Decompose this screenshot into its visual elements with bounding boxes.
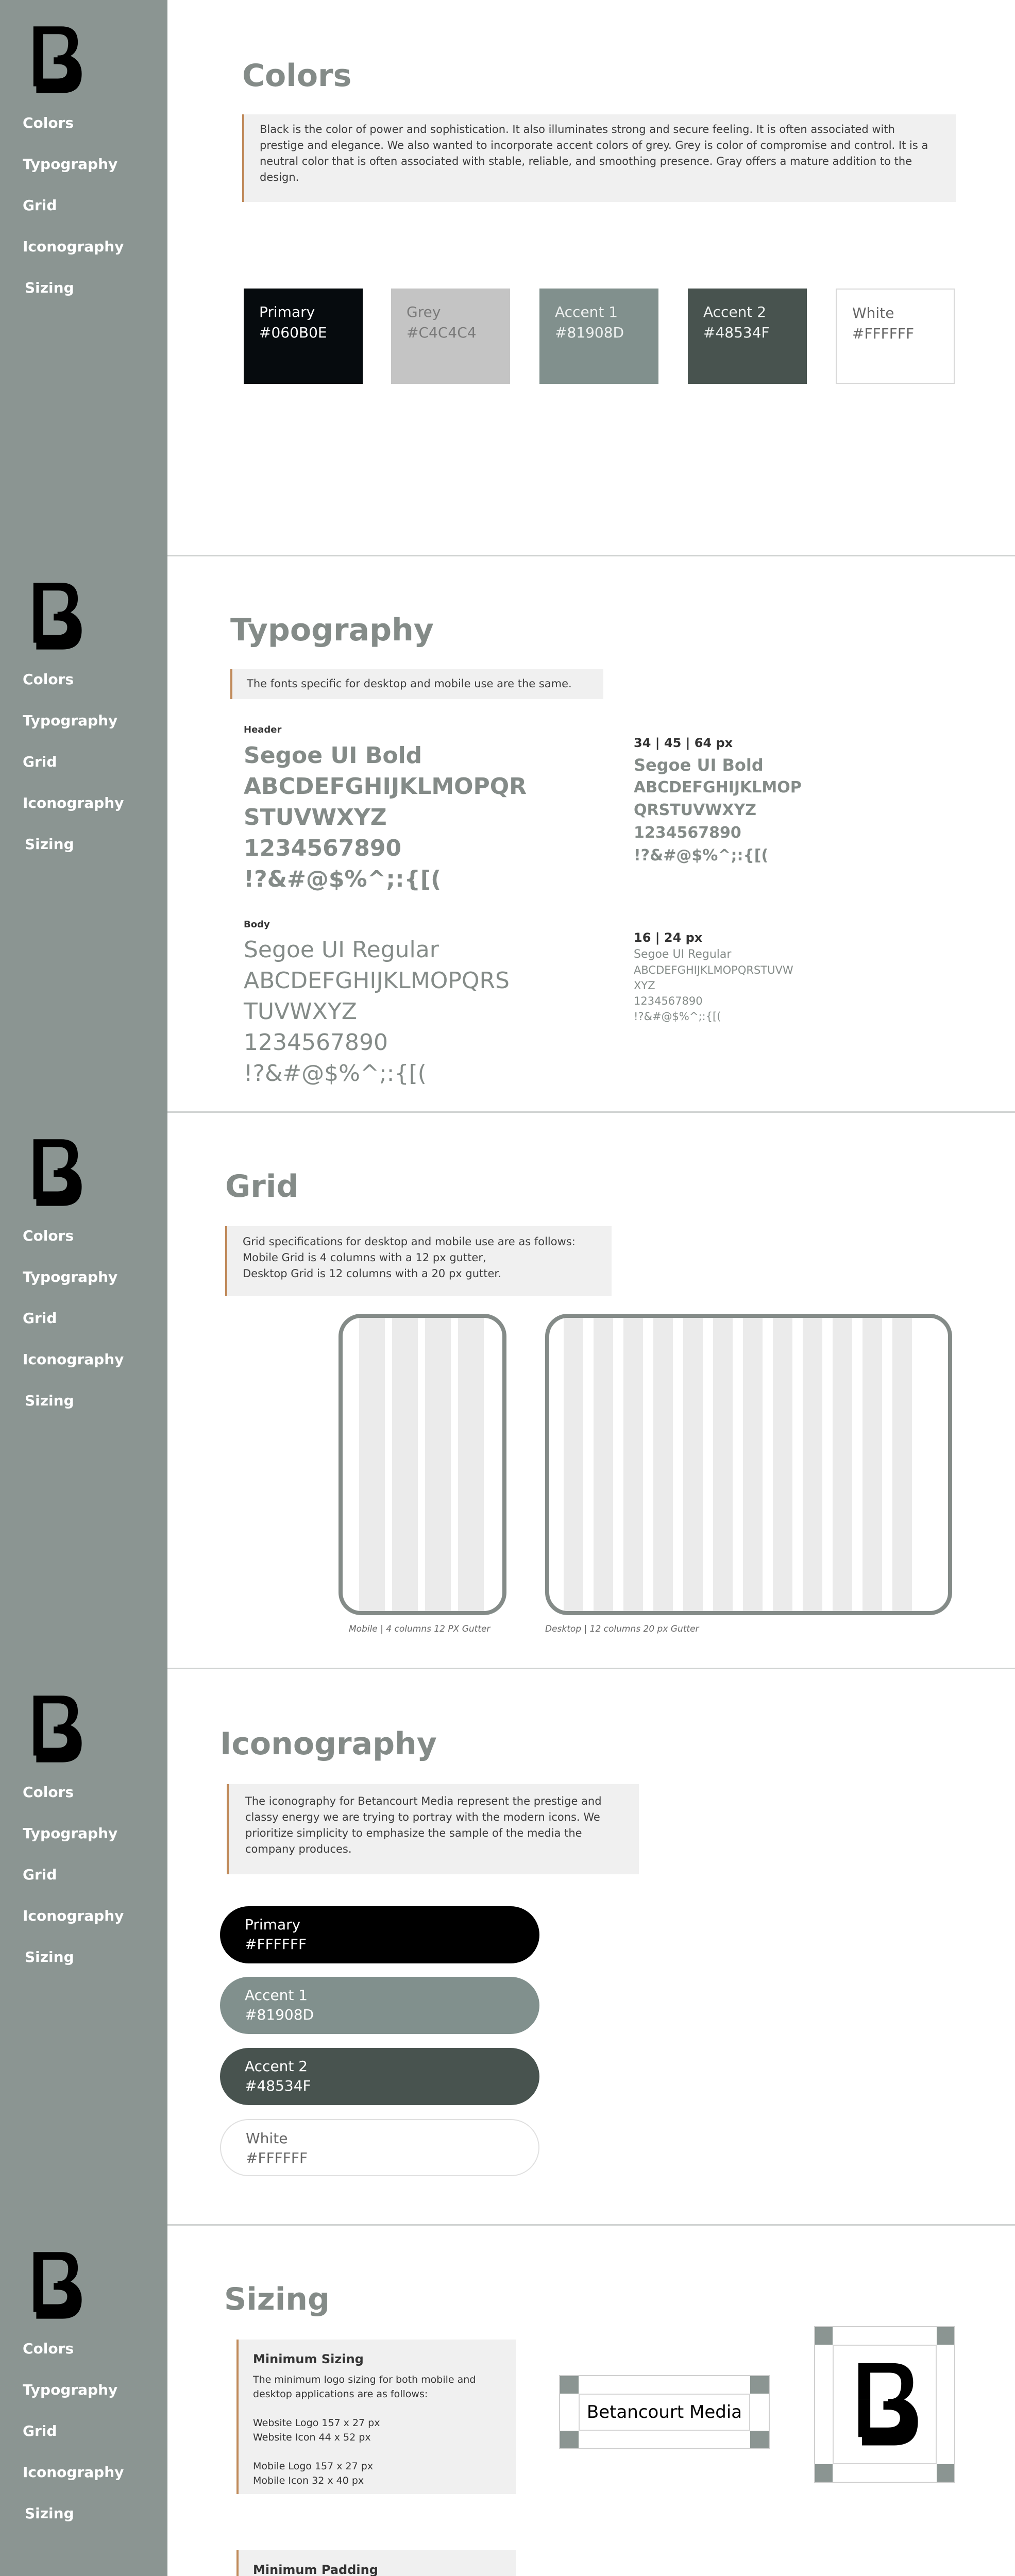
padding-square [750, 2431, 769, 2448]
padding-square [815, 2464, 833, 2482]
description-text: Black is the color of power and sophistication. It also illuminates strong and secure feeling. It is often associated with prestige and elegance. We also wanted to incorporate accent colors of grey. Grey is color of compromise and control. It is a neutral color that is often associated with stable, reliable, and smoothing presence. Gray offers a mature addition to the design. [260, 123, 928, 183]
pill-primary [220, 1906, 539, 1963]
grid-column [392, 1318, 418, 1611]
typography-section [0, 556, 1015, 1113]
grid-column [713, 1318, 733, 1611]
icon-padding-demo-large [814, 2326, 955, 2483]
description-text: The fonts specific for desktop and mobile use are the same. [247, 677, 572, 690]
wordmark-frame [579, 2394, 750, 2431]
swatch-hex: #C4C4C4 [407, 324, 477, 341]
pill-hex: #FFFFFF [246, 2149, 308, 2166]
pill-name: White [246, 2130, 288, 2147]
nav-item-colors[interactable]: Colors [23, 1227, 74, 1244]
page-title: Typography [230, 612, 434, 648]
pill-name: Accent 1 [245, 1987, 308, 2004]
swatch-accent-2 [688, 289, 807, 384]
nav-item-sizing[interactable]: Sizing [25, 279, 74, 296]
pill-hex: #FFFFFF [245, 1936, 307, 1953]
nav-item-colors[interactable]: Colors [23, 114, 74, 131]
pill-accent-2 [220, 2048, 539, 2105]
description-callout [225, 1226, 612, 1296]
body-font-name: Segoe UI Regular [244, 937, 439, 963]
grid-column [833, 1318, 852, 1611]
swatch-name: Accent 2 [703, 303, 767, 320]
header-small-font-name: Segoe UI Bold [634, 755, 764, 775]
sidebar-nav [23, 1228, 124, 1434]
swatch-hex: #FFFFFF [852, 325, 915, 342]
grid-column [653, 1318, 673, 1611]
swatch-name: White [852, 304, 894, 321]
nav-item-typography[interactable]: Typography [23, 1268, 118, 1285]
brand-logo-icon [22, 1133, 89, 1211]
minimum-padding-title: Minimum Padding [253, 2563, 378, 2576]
pill-accent-1 [220, 1977, 539, 2034]
brand-logo-icon [22, 21, 89, 98]
grid-column [594, 1318, 613, 1611]
pill-name: Accent 2 [245, 2058, 308, 2075]
description-text: The iconography for Betancourt Media represent the prestige and classy energy we are trying to portray with the modern icons. We prioritize simplicity to emphasize the sample of the media the company produces. [245, 1795, 602, 1855]
grid-column [892, 1318, 912, 1611]
desktop-grid-frame [545, 1314, 952, 1615]
grid-column [564, 1318, 583, 1611]
page-title: Colors [242, 58, 352, 94]
brand-logo-icon [22, 577, 89, 654]
minimum-sizing-title: Minimum Sizing [253, 2352, 364, 2366]
nav-item-grid[interactable]: Grid [23, 197, 57, 214]
sidebar-nav [23, 115, 124, 321]
swatch-name: Primary [259, 303, 315, 320]
padding-square [750, 2376, 769, 2394]
padding-square [560, 2376, 579, 2394]
sidebar [0, 556, 167, 1113]
grid-column [683, 1318, 703, 1611]
swatch-hex: #48534F [703, 324, 770, 341]
body-sample: ABCDEFGHIJKLMOPQRS TUVWXYZ 1234567890 !?&#@$%^;:{[( [244, 968, 510, 1087]
desktop-grid-caption: Desktop | 12 columns 20 px Gutter [545, 1624, 699, 1634]
minimum-sizing-box [236, 2340, 516, 2494]
body-small-sample: ABCDEFGHIJKLMOPQRSTUVW XYZ 1234567890 !?&#@$%^;:{[( [634, 964, 793, 1023]
nav-item-typography[interactable]: Typography [23, 156, 118, 173]
pill-hex: #48534F [245, 2077, 311, 2094]
sidebar [0, 0, 167, 556]
grid-column [458, 1318, 484, 1611]
header-sizes: 34 | 45 | 64 px [634, 736, 733, 750]
nav-item-sizing[interactable]: Sizing [25, 836, 74, 853]
padding-square [815, 2327, 833, 2345]
swatch-hex: #81908D [555, 324, 624, 341]
brand-logo-icon [22, 1690, 89, 1767]
page-title: Grid [225, 1168, 299, 1205]
nav-item-grid[interactable]: Grid [23, 1866, 57, 1883]
description-callout [230, 669, 603, 699]
body-sizes: 16 | 24 px [634, 930, 703, 945]
padding-square [937, 2327, 954, 2345]
sizing-section [0, 2226, 1015, 2576]
minimum-padding-box [236, 2550, 516, 2576]
logo-padding-demo-large [559, 2375, 770, 2449]
nav-item-typography[interactable]: Typography [23, 1825, 118, 1842]
nav-item-colors[interactable]: Colors [23, 2340, 74, 2357]
swatch-name: Accent 1 [555, 303, 618, 320]
header-font-name: Segoe UI Bold [244, 742, 422, 769]
grid-column [425, 1318, 451, 1611]
iconography-section [0, 1669, 1015, 2226]
colors-section [0, 0, 1015, 556]
pill-name: Primary [245, 1916, 301, 1933]
sidebar [0, 1113, 167, 1669]
padding-square [937, 2464, 954, 2482]
nav-item-typography[interactable]: Typography [23, 2381, 118, 2398]
swatch-white [836, 289, 955, 384]
mobile-grid-caption: Mobile | 4 columns 12 PX Gutter [349, 1624, 490, 1634]
body-label: Body [244, 919, 270, 930]
description-callout [227, 1784, 639, 1874]
grid-section [0, 1113, 1015, 1669]
nav-item-sizing[interactable]: Sizing [25, 1392, 74, 1409]
brand-logo-icon [844, 2356, 926, 2451]
sidebar-nav [23, 671, 124, 877]
icon-frame [833, 2345, 937, 2464]
pill-white [220, 2119, 539, 2176]
nav-item-grid[interactable]: Grid [23, 753, 57, 770]
header-sample: ABCDEFGHIJKLMOPQR STUVWXYZ 1234567890 !?&#@$%^;:{[( [244, 773, 527, 892]
swatch-accent-1 [539, 289, 658, 384]
nav-item-iconography[interactable]: Iconography [23, 238, 124, 255]
nav-item-colors[interactable]: Colors [23, 1784, 74, 1801]
grid-column [803, 1318, 822, 1611]
brand-logo-icon [22, 2246, 89, 2324]
nav-item-typography[interactable]: Typography [23, 712, 118, 729]
sidebar [0, 1669, 167, 2226]
sidebar-nav [23, 2341, 124, 2547]
header-label: Header [244, 724, 282, 735]
wordmark-text: Betancourt Media [586, 2402, 742, 2422]
grid-column [623, 1318, 643, 1611]
description-text: Grid specifications for desktop and mobile use are as follows: Mobile Grid is 4 columns with a 12 px gutter, Desktop Grid is 12 columns with a 20 px gutter. [243, 1235, 576, 1280]
grid-column [359, 1318, 385, 1611]
nav-item-iconography[interactable]: Iconography [23, 1907, 124, 1924]
swatch-grey [391, 289, 510, 384]
description-callout [242, 114, 956, 202]
grid-column [743, 1318, 763, 1611]
nav-item-grid[interactable]: Grid [23, 2422, 57, 2439]
nav-item-sizing[interactable]: Sizing [25, 2505, 74, 2522]
swatch-primary [244, 289, 363, 384]
nav-item-colors[interactable]: Colors [23, 671, 74, 688]
pill-hex: #81908D [245, 2006, 314, 2023]
minimum-sizing-text: The minimum logo sizing for both mobile and desktop applications are as follows: Website Logo 157 x 27 px Website Icon 44 x 52 px Mobile Logo 157 x 27 px Mobile Icon 32 x 40 px [253, 2374, 476, 2486]
padding-square [560, 2431, 579, 2448]
mobile-grid-frame [339, 1314, 506, 1615]
nav-item-iconography[interactable]: Iconography [23, 794, 124, 811]
swatch-hex: #060B0E [259, 324, 327, 341]
nav-item-iconography[interactable]: Iconography [23, 1351, 124, 1368]
grid-column [862, 1318, 882, 1611]
nav-item-iconography[interactable]: Iconography [23, 2464, 124, 2481]
nav-item-sizing[interactable]: Sizing [25, 1948, 74, 1965]
nav-item-grid[interactable]: Grid [23, 1310, 57, 1327]
sidebar-nav [23, 1784, 124, 1990]
page-title: Iconography [220, 1726, 437, 1762]
page-title: Sizing [224, 2281, 330, 2317]
body-small-font-name: Segoe UI Regular [634, 948, 732, 961]
header-small-sample: ABCDEFGHIJKLMOP QRSTUVWXYZ 1234567890 !?&#@$%^;:{[( [634, 778, 802, 865]
grid-column [773, 1318, 792, 1611]
swatch-name: Grey [407, 303, 441, 320]
sidebar [0, 2226, 167, 2576]
